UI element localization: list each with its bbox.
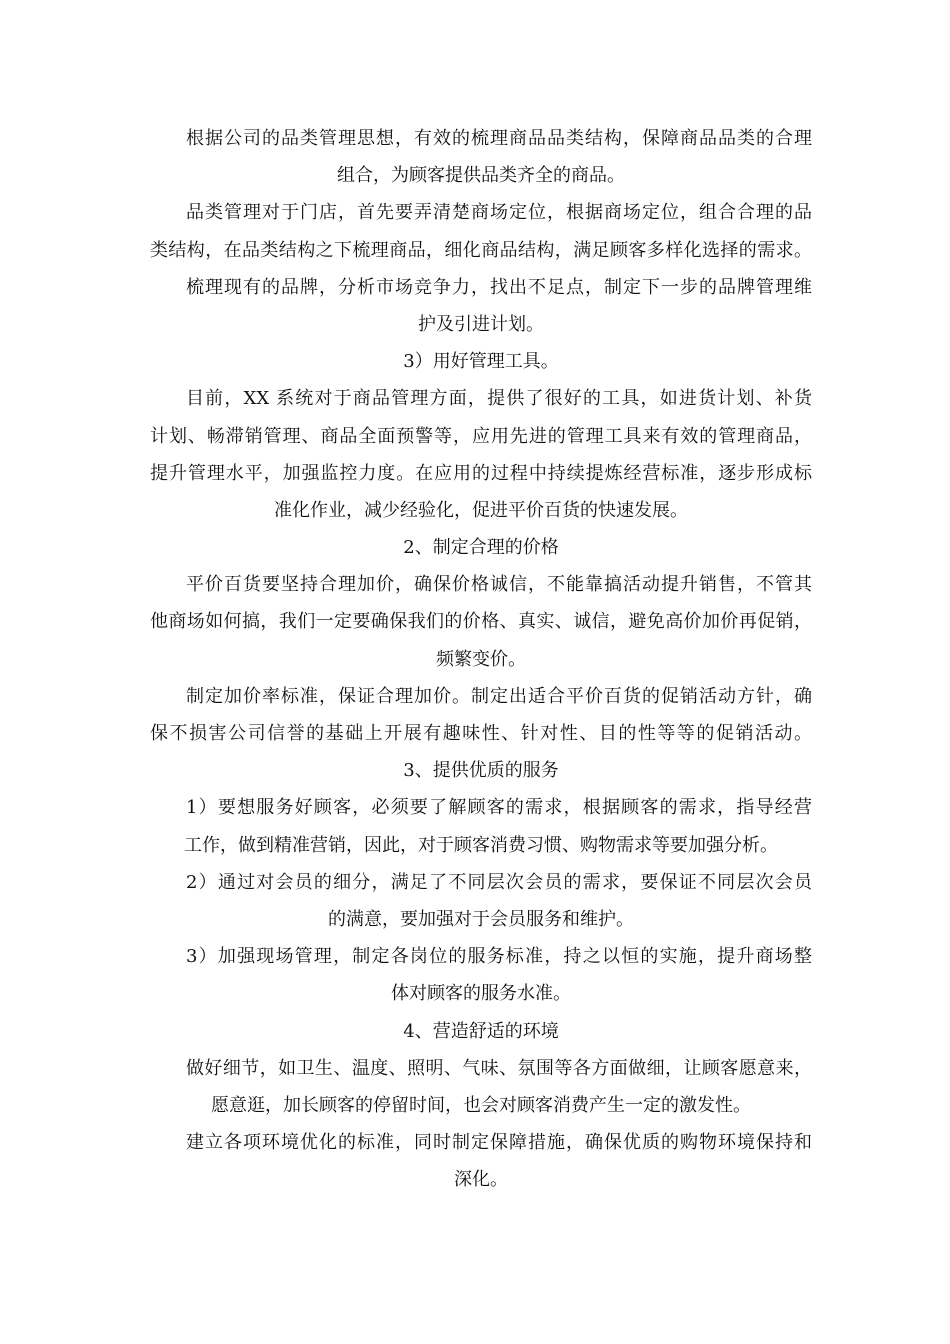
paragraph — [150, 269, 812, 343]
document-body — [150, 120, 812, 1198]
section-heading — [150, 1013, 812, 1050]
heading-text: 3）用好管理工具。 — [403, 351, 559, 373]
section-heading — [150, 343, 812, 380]
text-line: 制定加价率标准，保证合理加价。制定出适合平价百货的促销活动方针，确 — [186, 685, 812, 707]
paragraph — [150, 1124, 812, 1198]
heading-text: 3、提供优质的服务 — [403, 760, 559, 782]
text-line: 目前，XX 系统对于商品管理方面，提供了很好的工具，如进货计划、补货 — [186, 388, 812, 410]
text-line: 保不损害公司信誉的基础上开展有趣味性、针对性、目的性等等的促销活动。 — [150, 723, 812, 744]
text-line: 梳理现有的品牌，分析市场竞争力，找出不足点，制定下一步的品牌管理维 — [186, 276, 812, 298]
text-line: 类结构，在品类结构之下梳理商品，细化商品结构，满足顾客多样化选择的需求。 — [150, 239, 812, 261]
paragraph — [150, 566, 812, 678]
text-line: 根据公司的品类管理思想，有效的梳理商品品类结构，保障商品品类的合理 — [186, 128, 812, 149]
text-line: 工作，做到精准营销，因此，对于顾客消费习惯、购物需求等要加强分析。 — [184, 834, 778, 856]
text-line: 体对顾客的服务水准。 — [391, 983, 571, 1005]
text-line: 准化作业，减少经验化，促进平价百货的快速发展。 — [274, 499, 688, 521]
text-line: 做好细节，如卫生、温度、照明、气味、氛围等各方面做细，让顾客愿意来， — [186, 1057, 812, 1079]
text-line: 组合，为顾客提供品类齐全的商品。 — [337, 165, 625, 187]
section-heading — [150, 752, 812, 789]
text-line: 深化。 — [454, 1169, 508, 1191]
section-heading — [150, 529, 812, 566]
paragraph — [150, 864, 812, 938]
text-line: 护及引进计划。 — [418, 313, 544, 335]
text-line: 频繁变价。 — [436, 648, 526, 670]
text-line: 的满意，要加强对于会员服务和维护。 — [328, 908, 634, 930]
text-line: 愿意逛，加长顾客的停留时间，也会对顾客消费产生一定的激发性。 — [211, 1094, 751, 1116]
paragraph — [150, 1050, 812, 1124]
text-line: 2）通过对会员的细分，满足了不同层次会员的需求，要保证不同层次会员 — [186, 871, 812, 893]
paragraph — [150, 194, 812, 268]
paragraph — [150, 120, 812, 194]
heading-text: 4、营造舒适的环境 — [403, 1020, 559, 1042]
paragraph — [150, 789, 812, 863]
paragraph — [150, 678, 812, 752]
text-line: 他商场如何搞，我们一定要确保我们的价格、真实、诚信，避免高价加价再促销， — [150, 611, 812, 633]
paragraph — [150, 380, 812, 529]
text-line: 平价百货要坚持合理加价，确保价格诚信，不能靠搞活动提升销售，不管其 — [186, 574, 812, 596]
text-line: 建立各项环境优化的标准，同时制定保障措施，确保优质的购物环境保持和 — [186, 1132, 812, 1154]
text-line: 1）要想服务好顾客，必须要了解顾客的需求，根据顾客的需求，指导经营 — [186, 797, 812, 819]
text-line: 品类管理对于门店，首先要弄清楚商场定位，根据商场定位，组合合理的品 — [186, 202, 812, 224]
text-line: 计划、畅滞销管理、商品全面预警等，应用先进的管理工具来有效的管理商品， — [150, 425, 812, 447]
text-line: 3）加强现场管理，制定各岗位的服务标准，持之以恒的实施，提升商场整 — [186, 946, 812, 968]
paragraph — [150, 938, 812, 1012]
text-line: 提升管理水平，加强监控力度。在应用的过程中持续提炼经营标准，逐步形成标 — [150, 462, 812, 484]
heading-text: 2、制定合理的价格 — [403, 537, 559, 559]
